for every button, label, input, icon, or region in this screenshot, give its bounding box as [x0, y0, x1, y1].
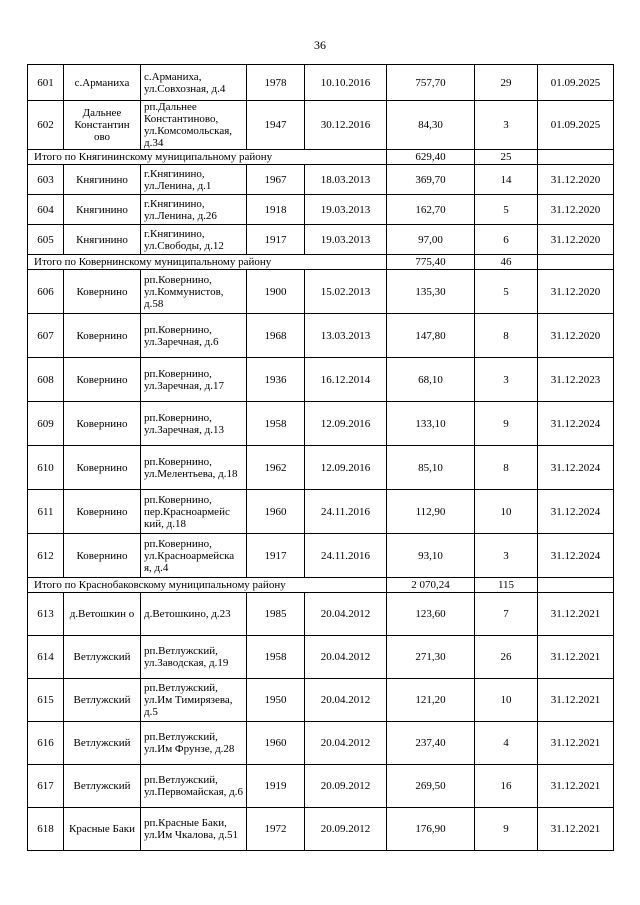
deadline-cell: 31.12.2024: [538, 446, 614, 490]
area-cell: 369,70: [387, 165, 475, 195]
residents-cell: 26: [475, 636, 538, 679]
table-row: [28, 722, 614, 765]
no-cell: 611: [28, 490, 64, 534]
year-cell: 1936: [247, 358, 305, 402]
residents-cell: 6: [475, 225, 538, 255]
locality-cell: Ковернино: [64, 358, 141, 402]
year-cell: 1950: [247, 679, 305, 722]
district-total-row: [28, 255, 614, 270]
locality-cell: Ковернино: [64, 490, 141, 534]
total-residents: 46: [475, 255, 538, 270]
no-cell: 618: [28, 808, 64, 851]
area-cell: 123,60: [387, 593, 475, 636]
page-number: 36: [314, 38, 326, 52]
locality-cell: Ковернино: [64, 314, 141, 358]
no-cell: 607: [28, 314, 64, 358]
total-label: Итого по Княгининскому муниципальному району: [28, 150, 387, 165]
total-label: Итого по Краснобаковскому муниципальному району: [28, 578, 387, 593]
empty-cell: [538, 578, 614, 593]
locality-cell: Ковернино: [64, 270, 141, 314]
deadline-cell: 31.12.2021: [538, 722, 614, 765]
no-cell: 617: [28, 765, 64, 808]
deadline-cell: 31.12.2021: [538, 765, 614, 808]
area-cell: 85,10: [387, 446, 475, 490]
date-cell: 20.04.2012: [305, 679, 387, 722]
year-cell: 1947: [247, 101, 305, 150]
no-cell: 605: [28, 225, 64, 255]
district-total-row: [28, 150, 614, 165]
residents-cell: 16: [475, 765, 538, 808]
address-cell: рп.Ковернино, ул.Заречная, д.6: [141, 314, 247, 358]
deadline-cell: 31.12.2020: [538, 195, 614, 225]
no-cell: 610: [28, 446, 64, 490]
no-cell: 609: [28, 402, 64, 446]
locality-cell: с.Арманиха: [64, 65, 141, 101]
no-cell: 612: [28, 534, 64, 578]
locality-cell: Княгинино: [64, 195, 141, 225]
date-cell: 13.03.2013: [305, 314, 387, 358]
total-label: Итого по Ковернинскому муниципальному району: [28, 255, 387, 270]
area-cell: 112,90: [387, 490, 475, 534]
address-cell: рп.Ковернино, ул.Мелентьева, д.18: [141, 446, 247, 490]
residents-cell: 7: [475, 593, 538, 636]
year-cell: 1960: [247, 722, 305, 765]
table-row: [28, 165, 614, 195]
area-cell: 135,30: [387, 270, 475, 314]
residents-cell: 3: [475, 101, 538, 150]
table-row: [28, 534, 614, 578]
deadline-cell: 31.12.2024: [538, 534, 614, 578]
residents-cell: 5: [475, 195, 538, 225]
locality-cell: Княгинино: [64, 225, 141, 255]
deadline-cell: 31.12.2021: [538, 593, 614, 636]
no-cell: 613: [28, 593, 64, 636]
residents-cell: 29: [475, 65, 538, 101]
date-cell: 15.02.2013: [305, 270, 387, 314]
residents-cell: 8: [475, 314, 538, 358]
total-area: 775,40: [387, 255, 475, 270]
address-cell: г.Княгинино, ул.Свободы, д.12: [141, 225, 247, 255]
address-cell: рп.Ветлужский, ул.Первомайская, д.6: [141, 765, 247, 808]
table-row: [28, 358, 614, 402]
no-cell: 604: [28, 195, 64, 225]
area-cell: 237,40: [387, 722, 475, 765]
empty-cell: [538, 150, 614, 165]
year-cell: 1962: [247, 446, 305, 490]
total-area: 629,40: [387, 150, 475, 165]
no-cell: 603: [28, 165, 64, 195]
year-cell: 1972: [247, 808, 305, 851]
date-cell: 19.03.2013: [305, 195, 387, 225]
deadline-cell: 31.12.2024: [538, 402, 614, 446]
residents-cell: 9: [475, 402, 538, 446]
total-residents: 25: [475, 150, 538, 165]
deadline-cell: 01.09.2025: [538, 65, 614, 101]
area-cell: 757,70: [387, 65, 475, 101]
locality-cell: Княгинино: [64, 165, 141, 195]
deadline-cell: 31.12.2020: [538, 270, 614, 314]
year-cell: 1900: [247, 270, 305, 314]
address-cell: г.Княгинино, ул.Ленина, д.26: [141, 195, 247, 225]
year-cell: 1967: [247, 165, 305, 195]
table-row: [28, 765, 614, 808]
date-cell: 12.09.2016: [305, 402, 387, 446]
area-cell: 147,80: [387, 314, 475, 358]
no-cell: 608: [28, 358, 64, 402]
table-row: [28, 65, 614, 101]
area-cell: 93,10: [387, 534, 475, 578]
area-cell: 176,90: [387, 808, 475, 851]
locality-cell: Ветлужский: [64, 636, 141, 679]
table-row: [28, 636, 614, 679]
area-cell: 68,10: [387, 358, 475, 402]
area-cell: 97,00: [387, 225, 475, 255]
date-cell: 18.03.2013: [305, 165, 387, 195]
total-residents: 115: [475, 578, 538, 593]
no-cell: 616: [28, 722, 64, 765]
area-cell: 271,30: [387, 636, 475, 679]
year-cell: 1960: [247, 490, 305, 534]
table-row: [28, 490, 614, 534]
year-cell: 1958: [247, 402, 305, 446]
residents-cell: 10: [475, 679, 538, 722]
table-row: [28, 679, 614, 722]
area-cell: 84,30: [387, 101, 475, 150]
address-cell: рп.Дальнее Константиново, ул.Комсомольская, д.34: [141, 101, 247, 150]
district-total-row: [28, 578, 614, 593]
locality-cell: Ковернино: [64, 446, 141, 490]
address-cell: д.Ветошкино, д.23: [141, 593, 247, 636]
year-cell: 1985: [247, 593, 305, 636]
date-cell: 19.03.2013: [305, 225, 387, 255]
no-cell: 601: [28, 65, 64, 101]
area-cell: 133,10: [387, 402, 475, 446]
residents-cell: 5: [475, 270, 538, 314]
deadline-cell: 31.12.2023: [538, 358, 614, 402]
deadline-cell: 31.12.2024: [538, 490, 614, 534]
table-row: [28, 270, 614, 314]
date-cell: 24.11.2016: [305, 534, 387, 578]
locality-cell: Ветлужский: [64, 679, 141, 722]
date-cell: 20.04.2012: [305, 636, 387, 679]
table-row: [28, 593, 614, 636]
area-cell: 269,50: [387, 765, 475, 808]
table-row: [28, 314, 614, 358]
address-cell: рп.Ковернино, ул.Коммунистов, д.58: [141, 270, 247, 314]
date-cell: 30.12.2016: [305, 101, 387, 150]
table-row: [28, 101, 614, 150]
deadline-cell: 31.12.2021: [538, 636, 614, 679]
deadline-cell: 31.12.2020: [538, 225, 614, 255]
deadline-cell: 01.09.2025: [538, 101, 614, 150]
area-cell: 162,70: [387, 195, 475, 225]
residents-cell: 3: [475, 534, 538, 578]
address-cell: рп.Ковернино, ул.Заречная, д.17: [141, 358, 247, 402]
no-cell: 614: [28, 636, 64, 679]
residents-cell: 14: [475, 165, 538, 195]
area-cell: 121,20: [387, 679, 475, 722]
date-cell: 10.10.2016: [305, 65, 387, 101]
year-cell: 1919: [247, 765, 305, 808]
residents-cell: 10: [475, 490, 538, 534]
address-cell: рп.Красные Баки, ул.Им Чкалова, д.51: [141, 808, 247, 851]
date-cell: 24.11.2016: [305, 490, 387, 534]
no-cell: 615: [28, 679, 64, 722]
year-cell: 1917: [247, 534, 305, 578]
address-cell: рп.Ковернино, ул.Красноармейска я, д.4: [141, 534, 247, 578]
date-cell: 12.09.2016: [305, 446, 387, 490]
date-cell: 16.12.2014: [305, 358, 387, 402]
locality-cell: д.Ветошкин о: [64, 593, 141, 636]
deadline-cell: 31.12.2021: [538, 679, 614, 722]
residents-cell: 8: [475, 446, 538, 490]
residents-cell: 4: [475, 722, 538, 765]
date-cell: 20.09.2012: [305, 808, 387, 851]
table-row: [28, 195, 614, 225]
locality-cell: Ковернино: [64, 534, 141, 578]
locality-cell: Ветлужский: [64, 722, 141, 765]
table-row: [28, 225, 614, 255]
year-cell: 1958: [247, 636, 305, 679]
address-cell: рп.Ковернино, ул.Заречная, д.13: [141, 402, 247, 446]
no-cell: 602: [28, 101, 64, 150]
no-cell: 606: [28, 270, 64, 314]
residents-cell: 9: [475, 808, 538, 851]
housing-registry-table: [27, 64, 614, 851]
address-cell: рп.Ветлужский, ул.Заводская, д.19: [141, 636, 247, 679]
year-cell: 1917: [247, 225, 305, 255]
locality-cell: Красные Баки: [64, 808, 141, 851]
year-cell: 1978: [247, 65, 305, 101]
date-cell: 20.04.2012: [305, 722, 387, 765]
residents-cell: 3: [475, 358, 538, 402]
date-cell: 20.04.2012: [305, 593, 387, 636]
total-area: 2 070,24: [387, 578, 475, 593]
address-cell: рп.Ветлужский, ул.Им Тимирязева, д.5: [141, 679, 247, 722]
empty-cell: [538, 255, 614, 270]
address-cell: рп.Ветлужский, ул.Им Фрунзе, д.28: [141, 722, 247, 765]
locality-cell: Ветлужский: [64, 765, 141, 808]
table-row: [28, 446, 614, 490]
address-cell: рп.Ковернино, пер.Красноармейс кий, д.18: [141, 490, 247, 534]
locality-cell: Ковернино: [64, 402, 141, 446]
address-cell: г.Княгинино, ул.Ленина, д.1: [141, 165, 247, 195]
year-cell: 1918: [247, 195, 305, 225]
deadline-cell: 31.12.2020: [538, 165, 614, 195]
table-row: [28, 402, 614, 446]
table-row: [28, 808, 614, 851]
year-cell: 1968: [247, 314, 305, 358]
locality-cell: Дальнее Константин ово: [64, 101, 141, 150]
address-cell: с.Арманиха, ул.Совхозная, д.4: [141, 65, 247, 101]
date-cell: 20.09.2012: [305, 765, 387, 808]
deadline-cell: 31.12.2020: [538, 314, 614, 358]
deadline-cell: 31.12.2021: [538, 808, 614, 851]
